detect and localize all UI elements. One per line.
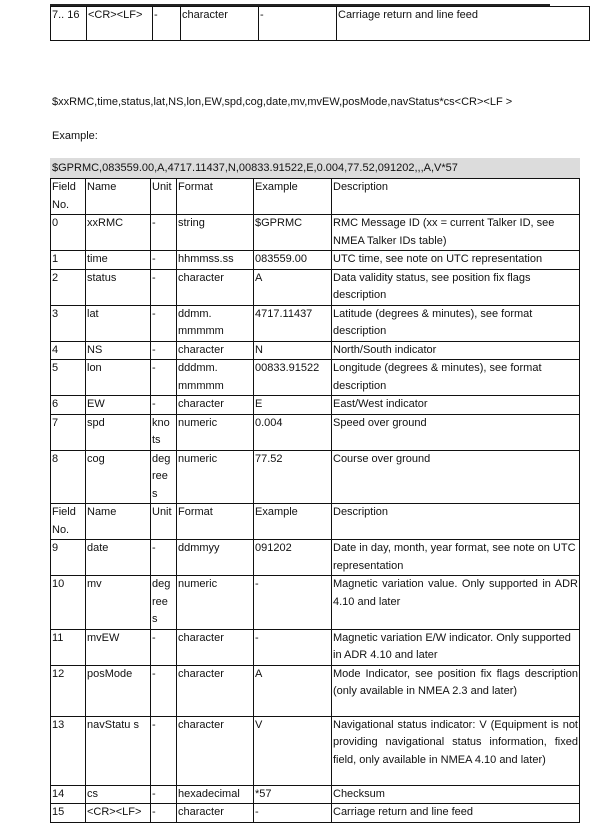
cell-description: East/West indicator xyxy=(332,396,580,415)
cell-description: Speed over ground xyxy=(332,414,580,450)
cell-example: - xyxy=(254,576,332,630)
cell-field: 14 xyxy=(51,785,86,804)
cell-field: 7.. 16 xyxy=(51,7,87,41)
cell-description: UTC time, see note on UTC representation xyxy=(332,251,580,270)
cell-name: date xyxy=(86,540,151,576)
cell-unit: - xyxy=(151,360,177,396)
cell-format: character xyxy=(177,716,254,785)
cell-format: numeric xyxy=(177,414,254,450)
cell-example: V xyxy=(254,716,332,785)
column-header: Field No. xyxy=(51,179,86,215)
cell-unit: - xyxy=(151,804,177,823)
cell-format: dddmm. mmmmm xyxy=(177,360,254,396)
column-header: Description xyxy=(332,504,580,540)
cell-field: 0 xyxy=(51,215,86,251)
cell-example: 091202 xyxy=(254,540,332,576)
column-header: Example xyxy=(254,504,332,540)
cell-name: EW xyxy=(86,396,151,415)
cell-unit: kno ts xyxy=(151,414,177,450)
cell-name: posMode xyxy=(86,665,151,716)
cell-field: 3 xyxy=(51,305,86,341)
cell-description: Magnetic variation E/W indicator. Only supported in ADR 4.10 and later xyxy=(332,629,580,665)
cell-example: - xyxy=(259,7,337,41)
cell-field: 8 xyxy=(51,450,86,504)
cell-example: - xyxy=(254,804,332,823)
cell-field: 11 xyxy=(51,629,86,665)
message-syntax: $xxRMC,time,status,lat,NS,lon,EW,spd,cog,date,mv,mvEW,posMode,navStatus*cs<CR><LF > xyxy=(52,96,513,108)
table-header-row xyxy=(51,179,580,215)
cell-description: RMC Message ID (xx = current Talker ID, see NMEA Talker IDs table) xyxy=(332,215,580,251)
cell-format: character xyxy=(181,7,259,41)
cell-description: Latitude (degrees & minutes), see format description xyxy=(332,305,580,341)
cell-unit: - xyxy=(151,540,177,576)
cell-description: Navigational status indicator: V (Equipment is not providing navigational status information, fixed field, only available in NMEA 4.10 and later) xyxy=(332,716,580,785)
cell-example: A xyxy=(254,665,332,716)
cell-unit: - xyxy=(151,251,177,270)
cell-name: NS xyxy=(86,341,151,360)
previous-table xyxy=(50,6,590,41)
cell-example: $GPRMC xyxy=(254,215,332,251)
cell-field: 9 xyxy=(51,540,86,576)
table-row xyxy=(51,629,580,665)
cell-field: 2 xyxy=(51,269,86,305)
cell-example: 083559.00 xyxy=(254,251,332,270)
column-header: Format xyxy=(177,504,254,540)
cell-unit: deg ree s xyxy=(151,450,177,504)
cell-name: time xyxy=(86,251,151,270)
table-row xyxy=(51,341,580,360)
column-header: Unit xyxy=(151,179,177,215)
cell-example: 0.004 xyxy=(254,414,332,450)
cell-description: Magnetic variation value. Only supported in ADR 4.10 and later xyxy=(332,576,580,630)
cell-format: character xyxy=(177,629,254,665)
table-row xyxy=(51,665,580,716)
cell-format: hhmmss.ss xyxy=(177,251,254,270)
cell-name: spd xyxy=(86,414,151,450)
cell-unit: - xyxy=(151,305,177,341)
column-header: Description xyxy=(332,179,580,215)
table-row xyxy=(51,785,580,804)
cell-unit: - xyxy=(151,269,177,305)
cell-format: ddmmyy xyxy=(177,540,254,576)
cell-example: - xyxy=(254,629,332,665)
cell-description: Data validity status, see position fix flags description xyxy=(332,269,580,305)
cell-example: *57 xyxy=(254,785,332,804)
table-header-row xyxy=(51,504,580,540)
cell-name: <CR><LF> xyxy=(87,7,153,41)
cell-format: hexadecimal xyxy=(177,785,254,804)
cell-unit: - xyxy=(151,665,177,716)
cell-name: lat xyxy=(86,305,151,341)
table-row xyxy=(51,576,580,630)
cell-format: string xyxy=(177,215,254,251)
cell-description: Checksum xyxy=(332,785,580,804)
example-sentence: $GPRMC,083559.00,A,4717.11437,N,00833.91522,E,0.004,77.52,091202,,,A,V*57 xyxy=(50,158,580,178)
cell-field: 5 xyxy=(51,360,86,396)
column-header: Format xyxy=(177,179,254,215)
cell-format: ddmm. mmmmm xyxy=(177,305,254,341)
table-row xyxy=(51,305,580,341)
table-row xyxy=(51,7,590,41)
cell-field: 4 xyxy=(51,341,86,360)
cell-description: Carriage return and line feed xyxy=(337,7,590,41)
cell-format: numeric xyxy=(177,450,254,504)
cell-name: lon xyxy=(86,360,151,396)
table-row xyxy=(51,269,580,305)
cell-field: 1 xyxy=(51,251,86,270)
cell-name: navStatu s xyxy=(86,716,151,785)
cell-unit: - xyxy=(151,785,177,804)
cell-example: 77.52 xyxy=(254,450,332,504)
cell-unit: - xyxy=(151,396,177,415)
column-header: Example xyxy=(254,179,332,215)
example-label: Example: xyxy=(52,130,98,142)
cell-description: Date in day, month, year format, see note on UTC representation xyxy=(332,540,580,576)
cell-example: N xyxy=(254,341,332,360)
cell-unit: - xyxy=(151,716,177,785)
cell-format: character xyxy=(177,665,254,716)
cell-format: character xyxy=(177,804,254,823)
table-row xyxy=(51,251,580,270)
table-row xyxy=(51,414,580,450)
cell-description: Carriage return and line feed xyxy=(332,804,580,823)
column-header: Field No. xyxy=(51,504,86,540)
cell-description: Longitude (degrees & minutes), see format description xyxy=(332,360,580,396)
cell-name: xxRMC xyxy=(86,215,151,251)
cell-format: character xyxy=(177,269,254,305)
cell-name: cs xyxy=(86,785,151,804)
cell-example: E xyxy=(254,396,332,415)
table-row xyxy=(51,450,580,504)
cell-name: mvEW xyxy=(86,629,151,665)
column-header: Unit xyxy=(151,504,177,540)
cell-example: A xyxy=(254,269,332,305)
cell-field: 7 xyxy=(51,414,86,450)
cell-unit: - xyxy=(151,215,177,251)
cell-name: mv xyxy=(86,576,151,630)
cell-name: status xyxy=(86,269,151,305)
cell-unit: - xyxy=(151,341,177,360)
table-row xyxy=(51,360,580,396)
table-row xyxy=(51,540,580,576)
column-header: Name xyxy=(86,504,151,540)
cell-unit: deg ree s xyxy=(151,576,177,630)
cell-format: character xyxy=(177,396,254,415)
cell-unit: - xyxy=(151,629,177,665)
cell-unit: - xyxy=(153,7,181,41)
cell-example: 00833.91522 xyxy=(254,360,332,396)
table-row xyxy=(51,716,580,785)
cell-example: 4717.11437 xyxy=(254,305,332,341)
column-header: Name xyxy=(86,179,151,215)
cell-description: North/South indicator xyxy=(332,341,580,360)
cell-description: Course over ground xyxy=(332,450,580,504)
cell-field: 13 xyxy=(51,716,86,785)
cell-format: character xyxy=(177,341,254,360)
cell-field: 6 xyxy=(51,396,86,415)
table-row xyxy=(51,396,580,415)
cell-description: Mode Indicator, see position fix flags description (only available in NMEA 2.3 and later) xyxy=(332,665,580,716)
cell-format: numeric xyxy=(177,576,254,630)
cell-field: 10 xyxy=(51,576,86,630)
rmc-field-table xyxy=(50,178,580,823)
table-row xyxy=(51,215,580,251)
cell-name: cog xyxy=(86,450,151,504)
cell-field: 12 xyxy=(51,665,86,716)
cell-field: 15 xyxy=(51,804,86,823)
table-row xyxy=(51,804,580,823)
cell-name: <CR><LF> xyxy=(86,804,151,823)
